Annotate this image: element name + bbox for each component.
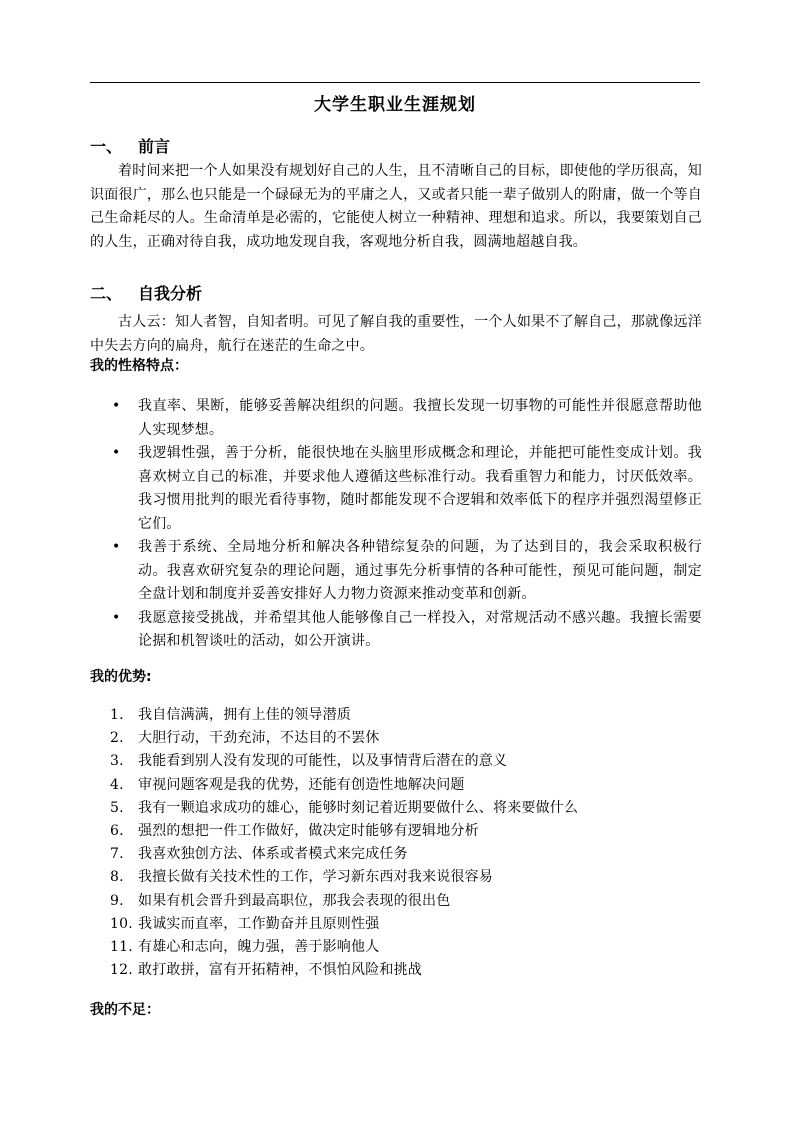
weaknesses-label: 我的不足： xyxy=(90,1002,160,1018)
item-number: 5. xyxy=(110,799,124,816)
section-heading-preface xyxy=(90,136,170,158)
list-item xyxy=(90,866,702,889)
document-title: 大学生职业生涯规划 xyxy=(314,95,476,115)
trait-text: 我愿意接受挑战，并希望其他人能够像自己一样投入，对常规活动不感兴趣。我擅长需要论据和机智谈吐的活动，如公开演讲。 xyxy=(138,609,702,649)
list-item xyxy=(90,727,702,750)
advantage-text: 有雄心和志向，魄力强，善于影响他人 xyxy=(138,939,380,956)
advantage-text: 我自信满满，拥有上佳的领导潜质 xyxy=(138,707,351,723)
list-item xyxy=(90,959,702,982)
list-item xyxy=(90,936,702,959)
section-number: 一、 xyxy=(90,137,123,156)
item-number: 11. xyxy=(110,939,133,956)
header-rule xyxy=(90,82,700,83)
list-item xyxy=(90,890,702,913)
item-number: 12. xyxy=(110,962,133,979)
section-number: 二、 xyxy=(90,284,123,303)
advantage-text: 如果有机会晋升到最高职位，那我会表现的很出色 xyxy=(138,892,451,909)
preface-paragraph: 着时间来把一个人如果没有规划好自己的人生，且不清晰自己的目标，即使他的学历很高，知识面很广，那么也只能是一个碌碌无为的平庸之人，又或者只能一辈子做别人的附庸，做一个等自己生命耗尽的人。生命清单是必需的，它能使人树立一种精神、理想和追求。所以，我要策划自己的人生，正确对待自我，成功地发现自我，客观地分析自我，圆满地超越自我。 xyxy=(90,163,702,250)
advantage-text: 大胆行动，干劲充沛，不达目的不罢休 xyxy=(138,730,380,747)
advantage-text: 审视问题客观是我的优势，还能有创造性地解决问题 xyxy=(138,776,465,793)
item-number: 6. xyxy=(110,823,124,840)
advantage-text: 我喜欢独创方法、体系或者模式来完成任务 xyxy=(138,846,408,863)
item-number: 10. xyxy=(110,915,133,932)
section-title: 前言 xyxy=(138,137,171,156)
advantage-text: 我有一颗追求成功的雄心，能够时刻记着近期要做什么、将来要做什么 xyxy=(138,799,579,816)
list-item xyxy=(90,750,702,773)
item-number: 1. xyxy=(110,707,124,723)
list-item xyxy=(90,913,702,936)
list-item xyxy=(90,395,702,442)
item-number: 2. xyxy=(110,730,124,747)
item-number: 4. xyxy=(110,776,124,793)
trait-text: 我善于系统、全局地分析和解决各种错综复杂的问题，为了达到目的，我会采取积极行动。我喜欢研究复杂的理论问题，通过事先分析事情的各种可能性，预见可能问题，制定全盘计划和制度并妥善安排好人力物力资源来推动变革和创新。 xyxy=(138,539,702,602)
item-number: 9. xyxy=(110,892,124,909)
advantage-text: 敢打敢拼，富有开拓精神，不惧怕风险和挑战 xyxy=(138,962,422,979)
advantages-label: 我的优势: xyxy=(90,669,152,685)
trait-text: 我逻辑性强，善于分析，能很快地在头脑里形成概念和理论，并能把可能性变成计划。我喜欢树立自己的标准，并要求他人遵循这些标准行动。我看重智力和能力，讨厌低效率。我习惯用批判的眼光看待事物，随时都能发现不合逻辑和效率低下的程序并强烈渴望修正它们。 xyxy=(138,445,702,532)
trait-text: 我直率、果断，能够妥善解决组织的问题。我擅长发现一切事物的可能性并很愿意帮助他人实现梦想。 xyxy=(138,398,702,438)
traits-list xyxy=(90,395,702,654)
advantage-text: 我擅长做有关技术性的工作，学习新东西对我来说很容易 xyxy=(138,869,493,886)
item-number: 8. xyxy=(110,869,124,886)
list-item xyxy=(90,774,702,797)
list-item xyxy=(90,843,702,866)
list-item xyxy=(90,820,702,843)
traits-label: 我的性格特点： xyxy=(90,358,188,374)
advantage-text: 我诚实而直率，工作勤奋并且原则性强 xyxy=(138,915,380,932)
section-heading-self-analysis xyxy=(90,283,202,305)
advantage-text: 我能看到别人没有发现的可能性，以及事情背后潜在的意义 xyxy=(138,753,508,770)
bullet-icon: • xyxy=(112,539,121,555)
list-item xyxy=(90,797,702,820)
bullet-icon: • xyxy=(112,609,121,626)
bullet-icon: • xyxy=(112,445,121,461)
section-title: 自我分析 xyxy=(138,284,203,303)
advantages-list xyxy=(90,704,702,982)
item-number: 7. xyxy=(110,846,124,863)
list-item xyxy=(90,704,702,727)
self-analysis-paragraph: 古人云：知人者智，自知者明。可见了解自我的重要性，一个人如果不了解自己，那就像远洋中失去方向的扁舟，航行在迷茫的生命之中。 xyxy=(90,314,702,354)
list-item xyxy=(90,536,702,607)
list-item xyxy=(90,442,702,536)
item-number: 3. xyxy=(110,753,124,770)
list-item xyxy=(90,607,702,654)
advantage-text: 强烈的想把一件工作做好，做决定时能够有逻辑地分析 xyxy=(138,823,479,840)
bullet-icon: • xyxy=(112,398,121,414)
